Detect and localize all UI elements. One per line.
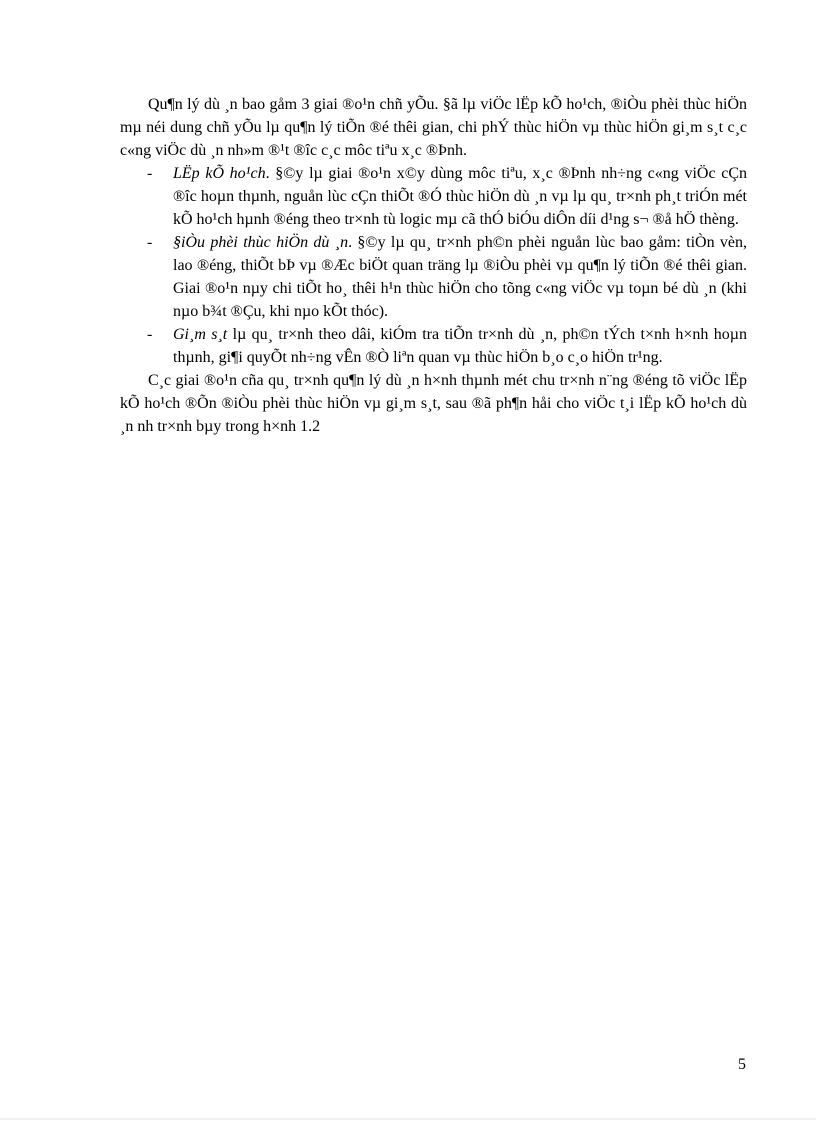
bullet-term-coordination: §iÒu phèi thùc hiÖn dù ¸n — [173, 234, 349, 251]
intro-paragraph: Qu¶n lý dù ¸n bao gåm 3 giai ®o¹n chñ yÕu. §ã lµ viÖc lËp kÕ ho¹ch, ®iÒu phèi thùc hiÖn mµ néi dung chñ yÕu lµ qu¶n lý tiÕn ®é thêi gian, chi phÝ thùc hiÖn vµ thùc hiÖn gi¸m s¸t c¸c c«ng viÖc dù ¸n nh»m ®¹t ®îc c¸c môc tiªu x¸c ®Þnh. — [120, 96, 747, 159]
bullet-term-monitoring: Gi¸m s¸t — [173, 326, 228, 343]
footer-rule — [0, 1118, 816, 1120]
bullet-text-coordination: . §©y lµ qu¸ tr×nh ph©n phèi nguån lùc bao gåm: tiÒn vèn, lao ®éng, thiÕt bÞ vµ ®Æc biÖt quan träng lµ ®iÒu phèi vµ qu¶n lý tiÕn ®é thêi gian. Giai ®o¹n nµy chi tiÕt ho¸ thêi h¹n thùc hiÖn cho tõng c«ng viÖc vµ toµn bé dù ¸n (khi nµo b¾t ®Çu, khi nµo kÕt thóc). — [173, 234, 748, 320]
bullet-dash: - — [147, 326, 153, 343]
list-item-monitoring — [120, 323, 747, 369]
page-body — [120, 93, 747, 438]
closing-paragraph: C¸c giai ®o¹n cña qu¸ tr×nh qu¶n lý dù ¸n h×nh thµnh mét chu tr×nh n¨ng ®éng tõ viÖc lËp kÕ ho¹ch ®Õn ®iÒu phèi thùc hiÖn vµ gi¸m s¸t, sau ®ã ph¶n håi cho viÖc t¸i lËp kÕ ho¹ch dù ¸n nh tr×nh bµy trong h×nh 1.2 — [120, 372, 747, 435]
list-item-planning — [120, 162, 747, 231]
bullet-dash: - — [147, 234, 153, 251]
page-number: 5 — [738, 1056, 746, 1073]
bullet-text-monitoring: lµ qu¸ tr×nh theo dâi, kiÓm tra tiÕn tr×nh dù ¸n, ph©n tÝch t×nh h×nh hoµn thµnh, gi¶i quyÕt nh÷ng vÊn ®Ò liªn quan vµ thùc hiÖn b¸o c¸o hiÖn tr¹ng. — [173, 326, 747, 366]
bullet-term-planning: LËp kÕ ho¹ch — [173, 165, 266, 182]
bullet-text-planning: . §©y lµ giai ®o¹n x©y dùng môc tiªu, x¸c ®Þnh nh÷ng c«ng viÖc cÇn ®îc hoµn thµnh, nguån lùc cÇn thiÕt ®Ó thùc hiÖn dù ¸n vµ lµ qu¸ tr×nh ph¸t triÓn mét kÕ ho¹ch hµnh ®éng theo tr×nh tù logic mµ cã thÓ biÓu diÔn díi d¹ng s¬ ®å hÖ thèng. — [173, 165, 747, 228]
bullet-dash: - — [147, 165, 153, 182]
list-item-coordination — [120, 231, 747, 323]
stage-list — [120, 162, 747, 369]
